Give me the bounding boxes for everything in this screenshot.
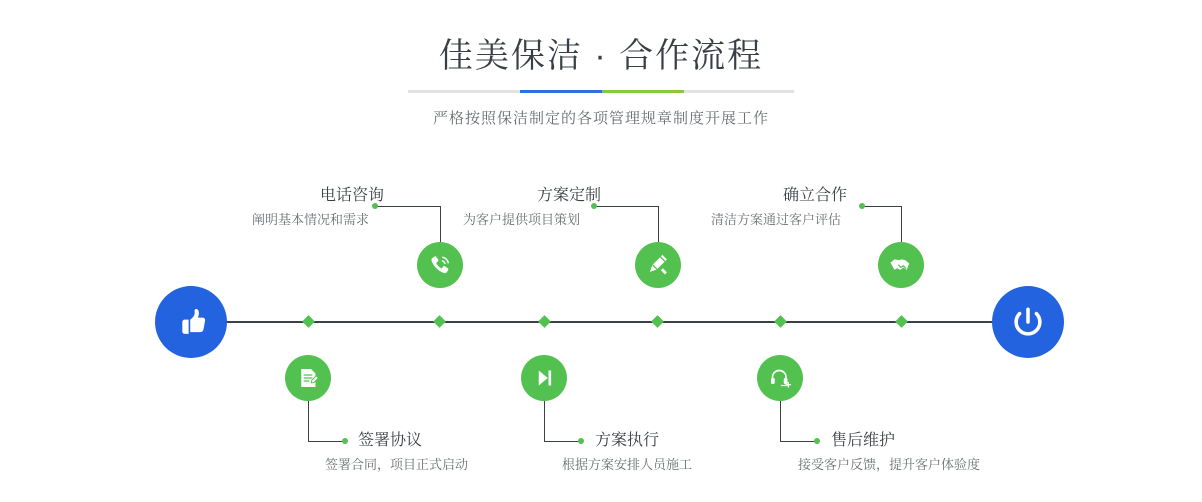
step-title-1: 电话咨询 [320,187,385,204]
phone-call-icon [427,252,453,278]
step-label-5 [711,185,847,230]
step-desc-4: 根据方案安排人员施工 [562,457,693,472]
thumbs-up-icon [172,303,210,341]
connector-vertical-6 [780,401,781,441]
page-subtitle: 严格按照保洁制定的各项管理规章制度开展工作 [432,110,769,127]
step-desc-2: 签署合同，项目正式启动 [325,457,469,472]
customer-service-icon [768,366,792,390]
axis-marker [433,315,446,328]
handshake-icon [888,252,914,278]
step-desc-1: 阐明基本情况和需求 [252,212,370,227]
timeline-end-badge [992,286,1064,358]
axis-marker [651,315,664,328]
axis-marker [302,315,315,328]
play-forward-icon [532,366,556,390]
step-title-2: 签署协议 [358,432,423,449]
step-label-4 [562,430,692,475]
connector-horizontal-5 [862,206,901,207]
step-desc-6: 接受客户反馈，提升客户体验度 [798,457,981,472]
axis-marker [895,315,908,328]
connector-vertical-2 [308,401,309,441]
step-icon-circle-6 [757,355,803,401]
step-title-6: 售后维护 [831,432,896,449]
step-icon-circle-4 [521,355,567,401]
connector-vertical-3 [658,206,659,242]
step-label-3 [463,185,601,230]
step-title-5: 确立合作 [783,187,848,204]
step-desc-5: 清洁方案通过客户评估 [711,212,842,227]
step-icon-circle-3 [635,242,681,288]
connector-vertical-1 [440,206,441,242]
connector-vertical-4 [544,401,545,441]
connector-horizontal-3 [594,206,658,207]
connector-dot-5 [859,203,865,209]
step-icon-circle-1 [417,242,463,288]
step-label-1 [252,185,384,230]
step-icon-circle-2 [285,355,331,401]
step-title-3: 方案定制 [537,187,602,204]
document-edit-icon [296,366,320,390]
step-icon-circle-5 [878,242,924,288]
connector-horizontal-1 [375,206,440,207]
step-label-2 [325,430,468,475]
step-title-4: 方案执行 [595,432,660,449]
axis-marker [538,315,551,328]
connector-vertical-5 [901,206,902,242]
power-icon [1009,303,1047,341]
step-label-6 [798,430,980,475]
timeline-start-badge [155,286,227,358]
step-desc-3: 为客户提供项目策划 [463,212,581,227]
page-title: 佳美保洁 · 合作流程 [438,37,764,75]
pen-ruler-icon [645,252,671,278]
axis-marker [774,315,787,328]
